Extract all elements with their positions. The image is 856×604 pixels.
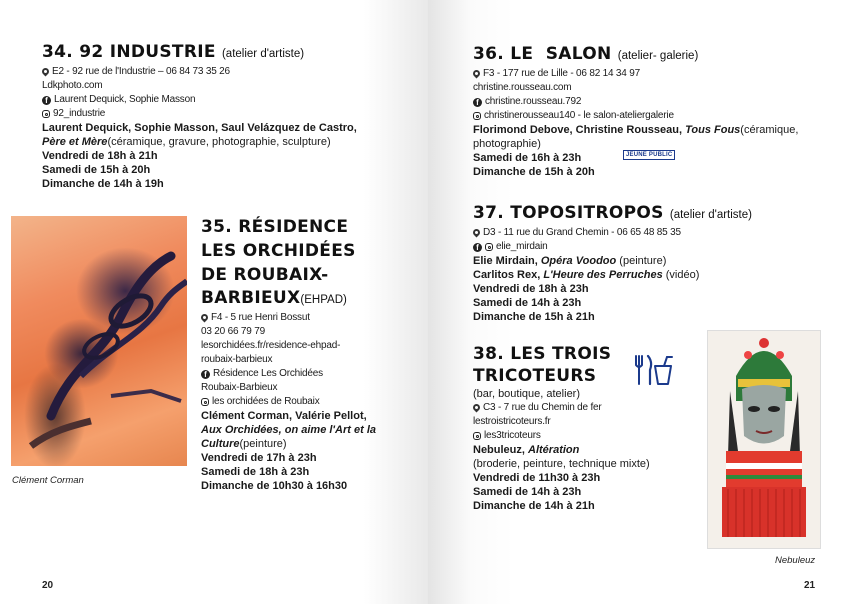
photo-caption-right: Nebuleuz	[775, 555, 816, 566]
jeune-public-badge: JEUNE PUBLIC	[623, 150, 675, 160]
entry-36-facebook: f christine.rousseau.792	[473, 95, 813, 109]
entry-35-address: F4 - 5 rue Henri Bossut	[201, 311, 423, 325]
entry-35-work-1: Aux Orchidées, on aime l'Art et la	[201, 424, 377, 436]
entry-35-facebook: f Résidence Les Orchidées	[201, 367, 423, 381]
instagram-icon	[201, 398, 209, 406]
entry-38-hours-1: Vendredi de 11h30 à 23h	[473, 472, 601, 484]
entry-35-artists: Clément Corman, Valérie Pellot,	[201, 410, 367, 422]
entry-36-instagram: christinerousseau140 - le salon-ateliergalerie	[473, 109, 813, 123]
entry-34-instagram: 92_industrie	[42, 107, 422, 121]
entry-38-work-desc: (broderie, peinture, technique mixte)	[473, 458, 650, 470]
entry-37	[473, 202, 813, 324]
facebook-icon: f	[42, 96, 51, 105]
location-pin-icon	[473, 404, 480, 413]
entry-35-hours-3: Dimanche de 10h30 à 16h30	[201, 480, 348, 492]
facebook-icon: f	[201, 370, 210, 379]
entry-38-hours-3: Dimanche de 14h à 21h	[473, 500, 595, 512]
location-pin-icon	[42, 68, 49, 77]
entry-37-artist-2: Carlitos Rex, L'Heure des Perruches (vidéo)	[473, 269, 700, 281]
entry-36-hours-2: Dimanche de 15h à 20h	[473, 166, 595, 178]
entry-34-artists: Laurent Dequick, Sophie Masson, Saul Velázquez de Castro,	[42, 122, 357, 134]
location-pin-icon	[201, 314, 208, 323]
entry-34-address: E2 - 92 rue de l'Industrie – 06 84 73 35 26	[42, 65, 422, 79]
entry-34-facebook: f Laurent Dequick, Sophie Masson	[42, 93, 422, 107]
entry-38-title-line-2: TRICOTEURS	[473, 366, 597, 386]
entry-35-title-line-3: DE ROUBAIX-	[201, 265, 329, 285]
entry-35-title-line-4: BARBIEUX(EHPAD)	[201, 288, 347, 308]
entry-38-artist: Nebuleuz, Altération	[473, 444, 580, 456]
entry-38-hours-2: Samedi de 14h à 23h	[473, 486, 582, 498]
entry-35-hours-1: Vendredi de 17h à 23h	[201, 452, 317, 464]
facebook-icon: f	[473, 243, 482, 252]
photo-caption-left: Clément Corman	[12, 475, 84, 486]
entry-34-hours-2: Samedi de 15h à 20h	[42, 164, 151, 176]
entry-37-address: D3 - 11 rue du Grand Chemin - 06 65 48 85 35	[473, 226, 813, 240]
instagram-icon	[473, 112, 481, 120]
entry-36-hours-1: Samedi de 16h à 23h	[473, 152, 582, 164]
entry-35-hours-2: Samedi de 18h à 23h	[201, 466, 310, 478]
entry-38-website: lestroistricoteurs.fr	[473, 416, 551, 427]
artwork-photo-nebuleuz	[707, 330, 821, 549]
embroidered-portrait-image	[708, 331, 820, 548]
entry-37-hours-1: Vendredi de 18h à 23h	[473, 283, 589, 295]
entry-38-address: C3 - 7 rue du Chemin de fer	[473, 401, 693, 415]
instagram-icon	[42, 110, 50, 118]
entry-35-title-line-1: 35. RÉSIDENCE	[201, 217, 349, 237]
location-pin-icon	[473, 70, 480, 79]
entry-37-artist-1: Elie Mirdain, Opéra Voodoo (peinture)	[473, 255, 667, 267]
venue-service-icons	[633, 354, 673, 391]
entry-35-facebook-2: Roubaix-Barbieux	[201, 382, 278, 393]
entry-36-address: F3 - 177 rue de Lille - 06 82 14 34 97	[473, 67, 813, 81]
entry-35-website-1: lesorchidées.fr/residence-ehpad-	[201, 340, 341, 351]
page-number-right: 21	[804, 580, 816, 591]
instagram-icon	[473, 432, 481, 440]
abstract-painting-image	[11, 216, 187, 466]
drink-icon	[653, 354, 673, 386]
entry-35	[201, 215, 423, 493]
entry-36-artists: Florimond Debove, Christine Rousseau, Tous Fous (céramique,	[473, 124, 799, 136]
entry-34-work: Père et Mère (céramique, gravure, photographie, sculpture)	[42, 136, 331, 148]
entry-37-hours-3: Dimanche de 15h à 21h	[473, 311, 595, 323]
location-pin-icon	[473, 229, 480, 238]
entry-35-instagram: les orchidées de Roubaix	[201, 395, 423, 409]
entry-35-work-2: Culture (peinture)	[201, 438, 287, 450]
page-number-left: 20	[42, 580, 54, 591]
artwork-photo-clement-corman	[11, 216, 187, 466]
entry-34-hours-3: Dimanche de 14h à 19h	[42, 178, 164, 190]
entry-36-title: 36. LE SALON (atelier- galerie)	[473, 44, 699, 64]
entry-38-instagram: les3tricoteurs	[473, 429, 693, 443]
entry-37-hours-2: Samedi de 14h à 23h	[473, 297, 582, 309]
entry-35-website-2: roubaix-barbieux	[201, 354, 273, 365]
entry-35-phone: 03 20 66 79 79	[201, 326, 265, 337]
facebook-icon: f	[473, 98, 482, 107]
entry-36-website: christine.rousseau.com	[473, 82, 572, 93]
entry-36-work-desc-2: photographie)	[473, 138, 541, 150]
entry-34-website: Ldkphoto.com	[42, 80, 103, 91]
entry-34	[42, 41, 422, 191]
entry-34-title: 34. 92 INDUSTRIE (atelier d'artiste)	[42, 42, 305, 62]
entry-37-title: 37. TOPOSITROPOS (atelier d'artiste)	[473, 203, 752, 223]
entry-38-title-line-1: 38. LES TROIS	[473, 344, 612, 364]
instagram-icon	[485, 243, 493, 251]
entry-35-title-line-2: LES ORCHIDÉES	[201, 241, 356, 261]
entry-34-hours-1: Vendredi de 18h à 21h	[42, 150, 158, 162]
entry-38-subtitle: (bar, boutique, atelier)	[473, 388, 581, 400]
entry-37-social: f elie_mirdain	[473, 240, 813, 254]
